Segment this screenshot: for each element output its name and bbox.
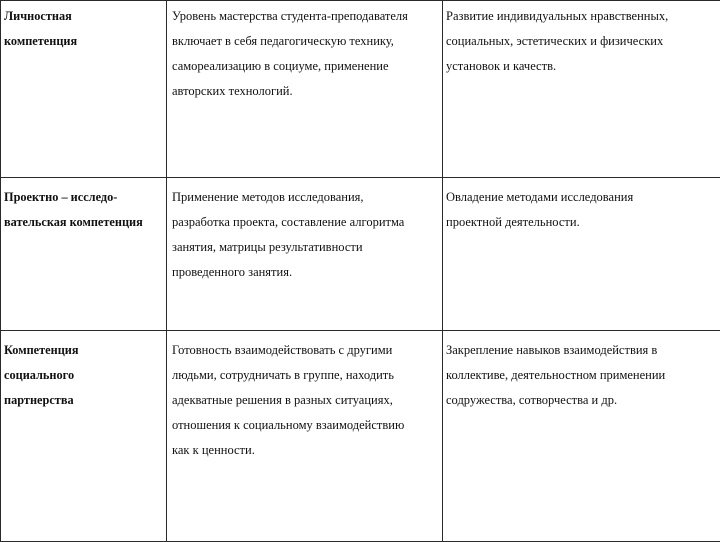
development-line: Овладение методами исследования: [446, 185, 720, 210]
mastery-level-cell: [167, 331, 443, 542]
development-cell: [443, 331, 720, 542]
table-row: [1, 178, 720, 331]
competence-name-line: компетенция: [4, 29, 166, 54]
development-cell: [443, 178, 720, 331]
development-line: социальных, эстетических и физических: [446, 29, 720, 54]
table-row: [1, 1, 720, 178]
competence-name-line: социального: [4, 363, 166, 388]
competence-name-cell: [1, 331, 167, 542]
table-row: [1, 331, 720, 542]
mastery-level-line: Готовность взаимодействовать с другими: [172, 338, 442, 363]
development-line: проектной деятельности.: [446, 210, 720, 235]
mastery-level-cell: [167, 1, 443, 178]
mastery-level-line: отношения к социальному взаимодействию: [172, 413, 442, 438]
mastery-level-line: Применение методов исследования,: [172, 185, 442, 210]
mastery-level-line: самореализацию в социуме, применение: [172, 54, 442, 79]
development-cell: [443, 1, 720, 178]
mastery-level-line: занятия, матрицы результативности: [172, 235, 442, 260]
development-line: Закрепление навыков взаимодействия в: [446, 338, 720, 363]
mastery-level-line: как к ценности.: [172, 438, 442, 463]
development-line: коллективе, деятельностном применении: [446, 363, 720, 388]
mastery-level-line: адекватные решения в разных ситуациях,: [172, 388, 442, 413]
competence-name-line: Личностная: [4, 4, 166, 29]
competence-name-line: вательская компетенция: [4, 210, 166, 235]
competence-name-cell: [1, 1, 167, 178]
competence-name-line: Компетенция: [4, 338, 166, 363]
development-line: содружества, сотворчества и др.: [446, 388, 720, 413]
mastery-level-line: людьми, сотрудничать в группе, находить: [172, 363, 442, 388]
competence-name-line: Проектно – исследо-: [4, 185, 166, 210]
mastery-level-line: авторских технологий.: [172, 79, 442, 104]
mastery-level-line: включает в себя педагогическую технику,: [172, 29, 442, 54]
mastery-level-line: разработка проекта, составление алгоритма: [172, 210, 442, 235]
mastery-level-line: проведенного занятия.: [172, 260, 442, 285]
development-line: установок и качеств.: [446, 54, 720, 79]
mastery-level-cell: [167, 178, 443, 331]
competence-name-line: партнерства: [4, 388, 166, 413]
development-line: Развитие индивидуальных нравственных,: [446, 4, 720, 29]
competence-name-cell: [1, 178, 167, 331]
mastery-level-line: Уровень мастерства студента-преподавателя: [172, 4, 442, 29]
